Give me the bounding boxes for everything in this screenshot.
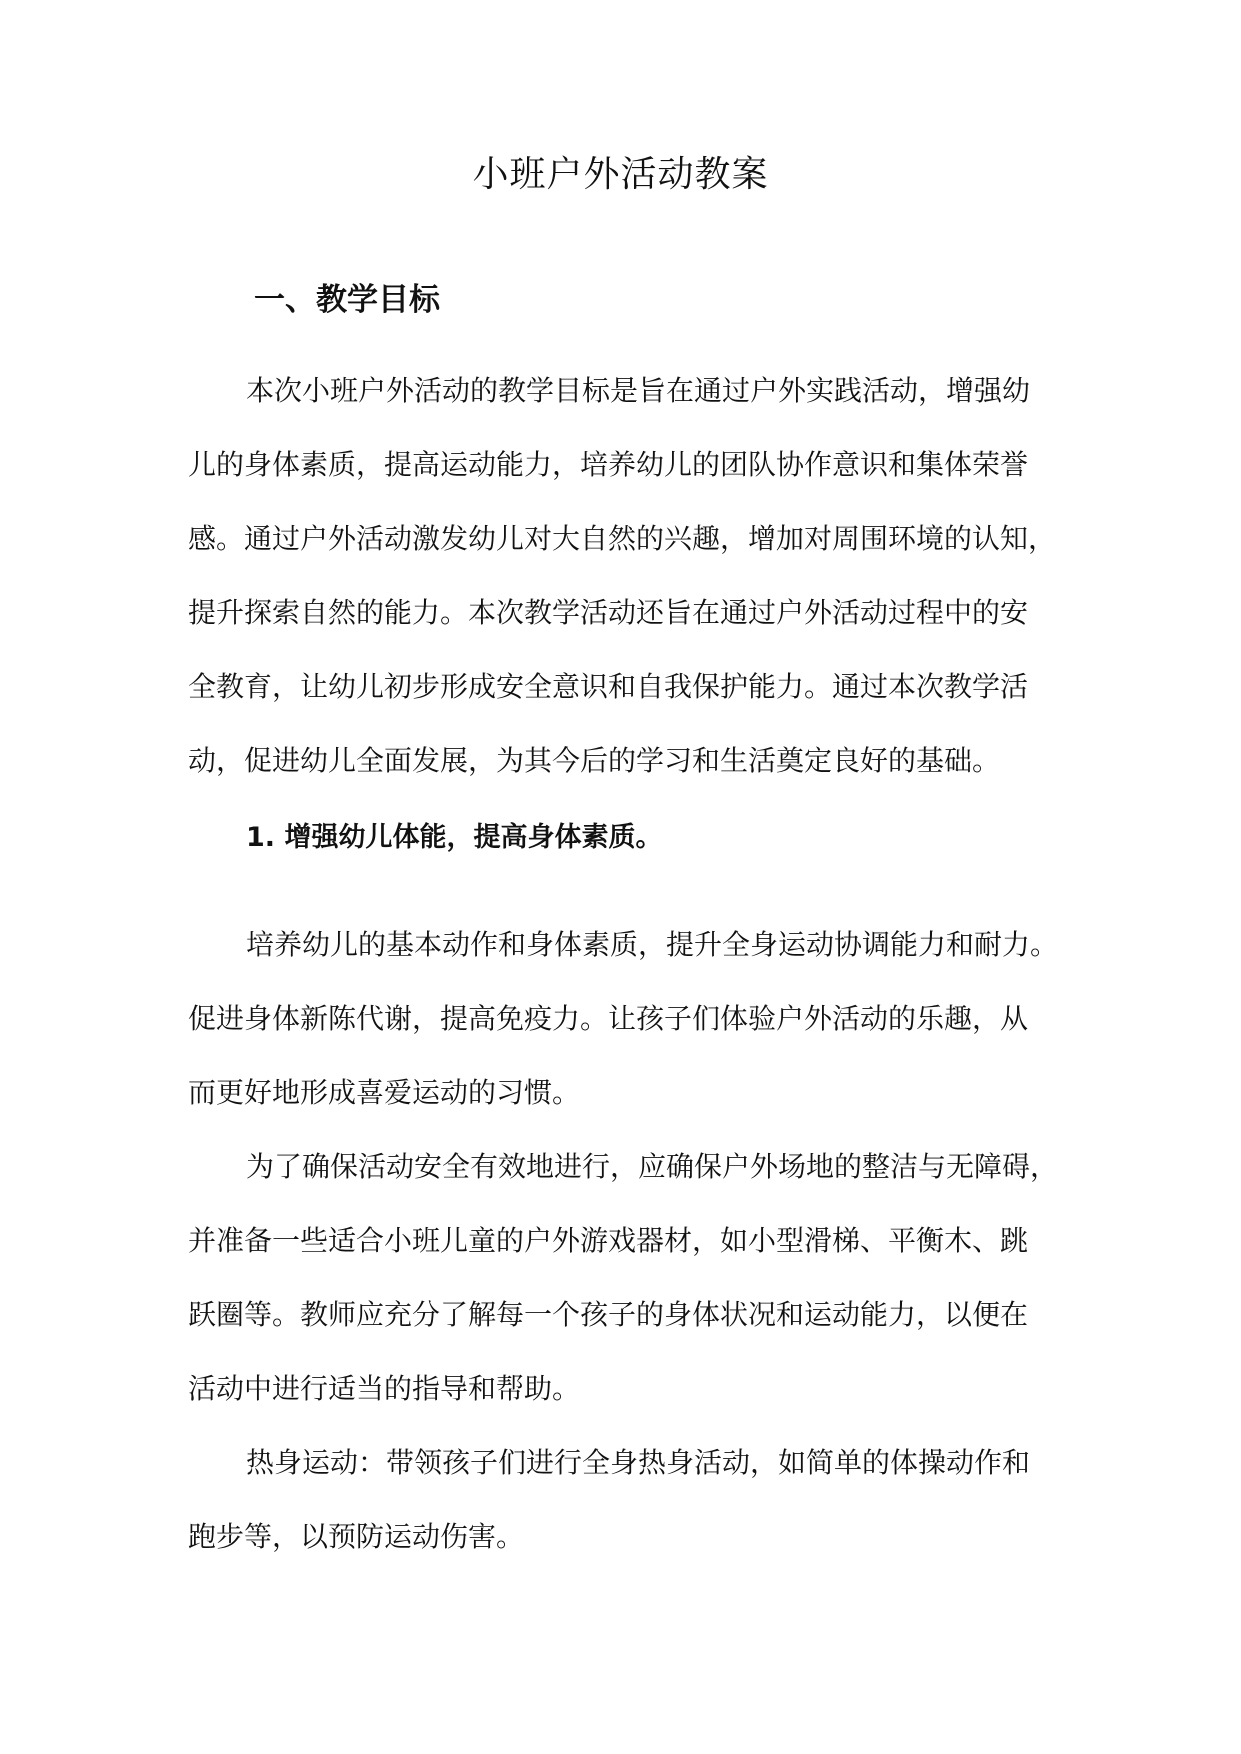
paragraph-line: 本次小班户外活动的教学目标是旨在通过户外实践活动，增强幼 bbox=[246, 374, 1031, 407]
paragraph-line: 而更好地形成喜爱运动的习惯。 bbox=[188, 1076, 581, 1109]
paragraph-line: 培养幼儿的基本动作和身体素质，提升全身运动协调能力和耐力。 bbox=[246, 928, 1059, 961]
paragraph-line: 跑步等，以预防运动伤害。 bbox=[188, 1520, 525, 1553]
paragraph-line: 促进身体新陈代谢，提高免疫力。让孩子们体验户外活动的乐趣，从 bbox=[188, 1002, 1029, 1035]
section-heading-teaching-goals: 一、教学目标 bbox=[254, 282, 440, 318]
document-title: 小班户外活动教案 bbox=[472, 154, 769, 195]
paragraph-line: 儿的身体素质，提高运动能力，培养幼儿的团队协作意识和集体荣誉 bbox=[188, 448, 1029, 481]
subsection-heading-physical-fitness: 1. 增强幼儿体能，提高身体素质。 bbox=[246, 822, 663, 853]
paragraph-line: 活动中进行适当的指导和帮助。 bbox=[188, 1372, 581, 1405]
paragraph-line: 感。通过户外活动激发幼儿对大自然的兴趣，增加对周围环境的认知， bbox=[188, 522, 1057, 555]
paragraph-line: 全教育，让幼儿初步形成安全意识和自我保护能力。通过本次教学活 bbox=[188, 670, 1029, 703]
paragraph-safety-preparation bbox=[188, 1130, 1068, 1426]
paragraph-teaching-goals bbox=[188, 354, 1068, 798]
paragraph-line: 动，促进幼儿全面发展，为其今后的学习和生活奠定良好的基础。 bbox=[188, 744, 1001, 777]
paragraph-line: 热身运动：带领孩子们进行全身热身活动，如简单的体操动作和 bbox=[246, 1446, 1031, 1479]
paragraph-warm-up bbox=[188, 1426, 1068, 1574]
paragraph-line: 为了确保活动安全有效地进行，应确保户外场地的整洁与无障碍， bbox=[246, 1150, 1059, 1183]
paragraph-physical-fitness bbox=[188, 908, 1068, 1130]
paragraph-line: 提升探索自然的能力。本次教学活动还旨在通过户外活动过程中的安 bbox=[188, 596, 1029, 629]
paragraph-line: 跃圈等。教师应充分了解每一个孩子的身体状况和运动能力，以便在 bbox=[188, 1298, 1029, 1331]
paragraph-line: 并准备一些适合小班儿童的户外游戏器材，如小型滑梯、平衡木、跳 bbox=[188, 1224, 1029, 1257]
